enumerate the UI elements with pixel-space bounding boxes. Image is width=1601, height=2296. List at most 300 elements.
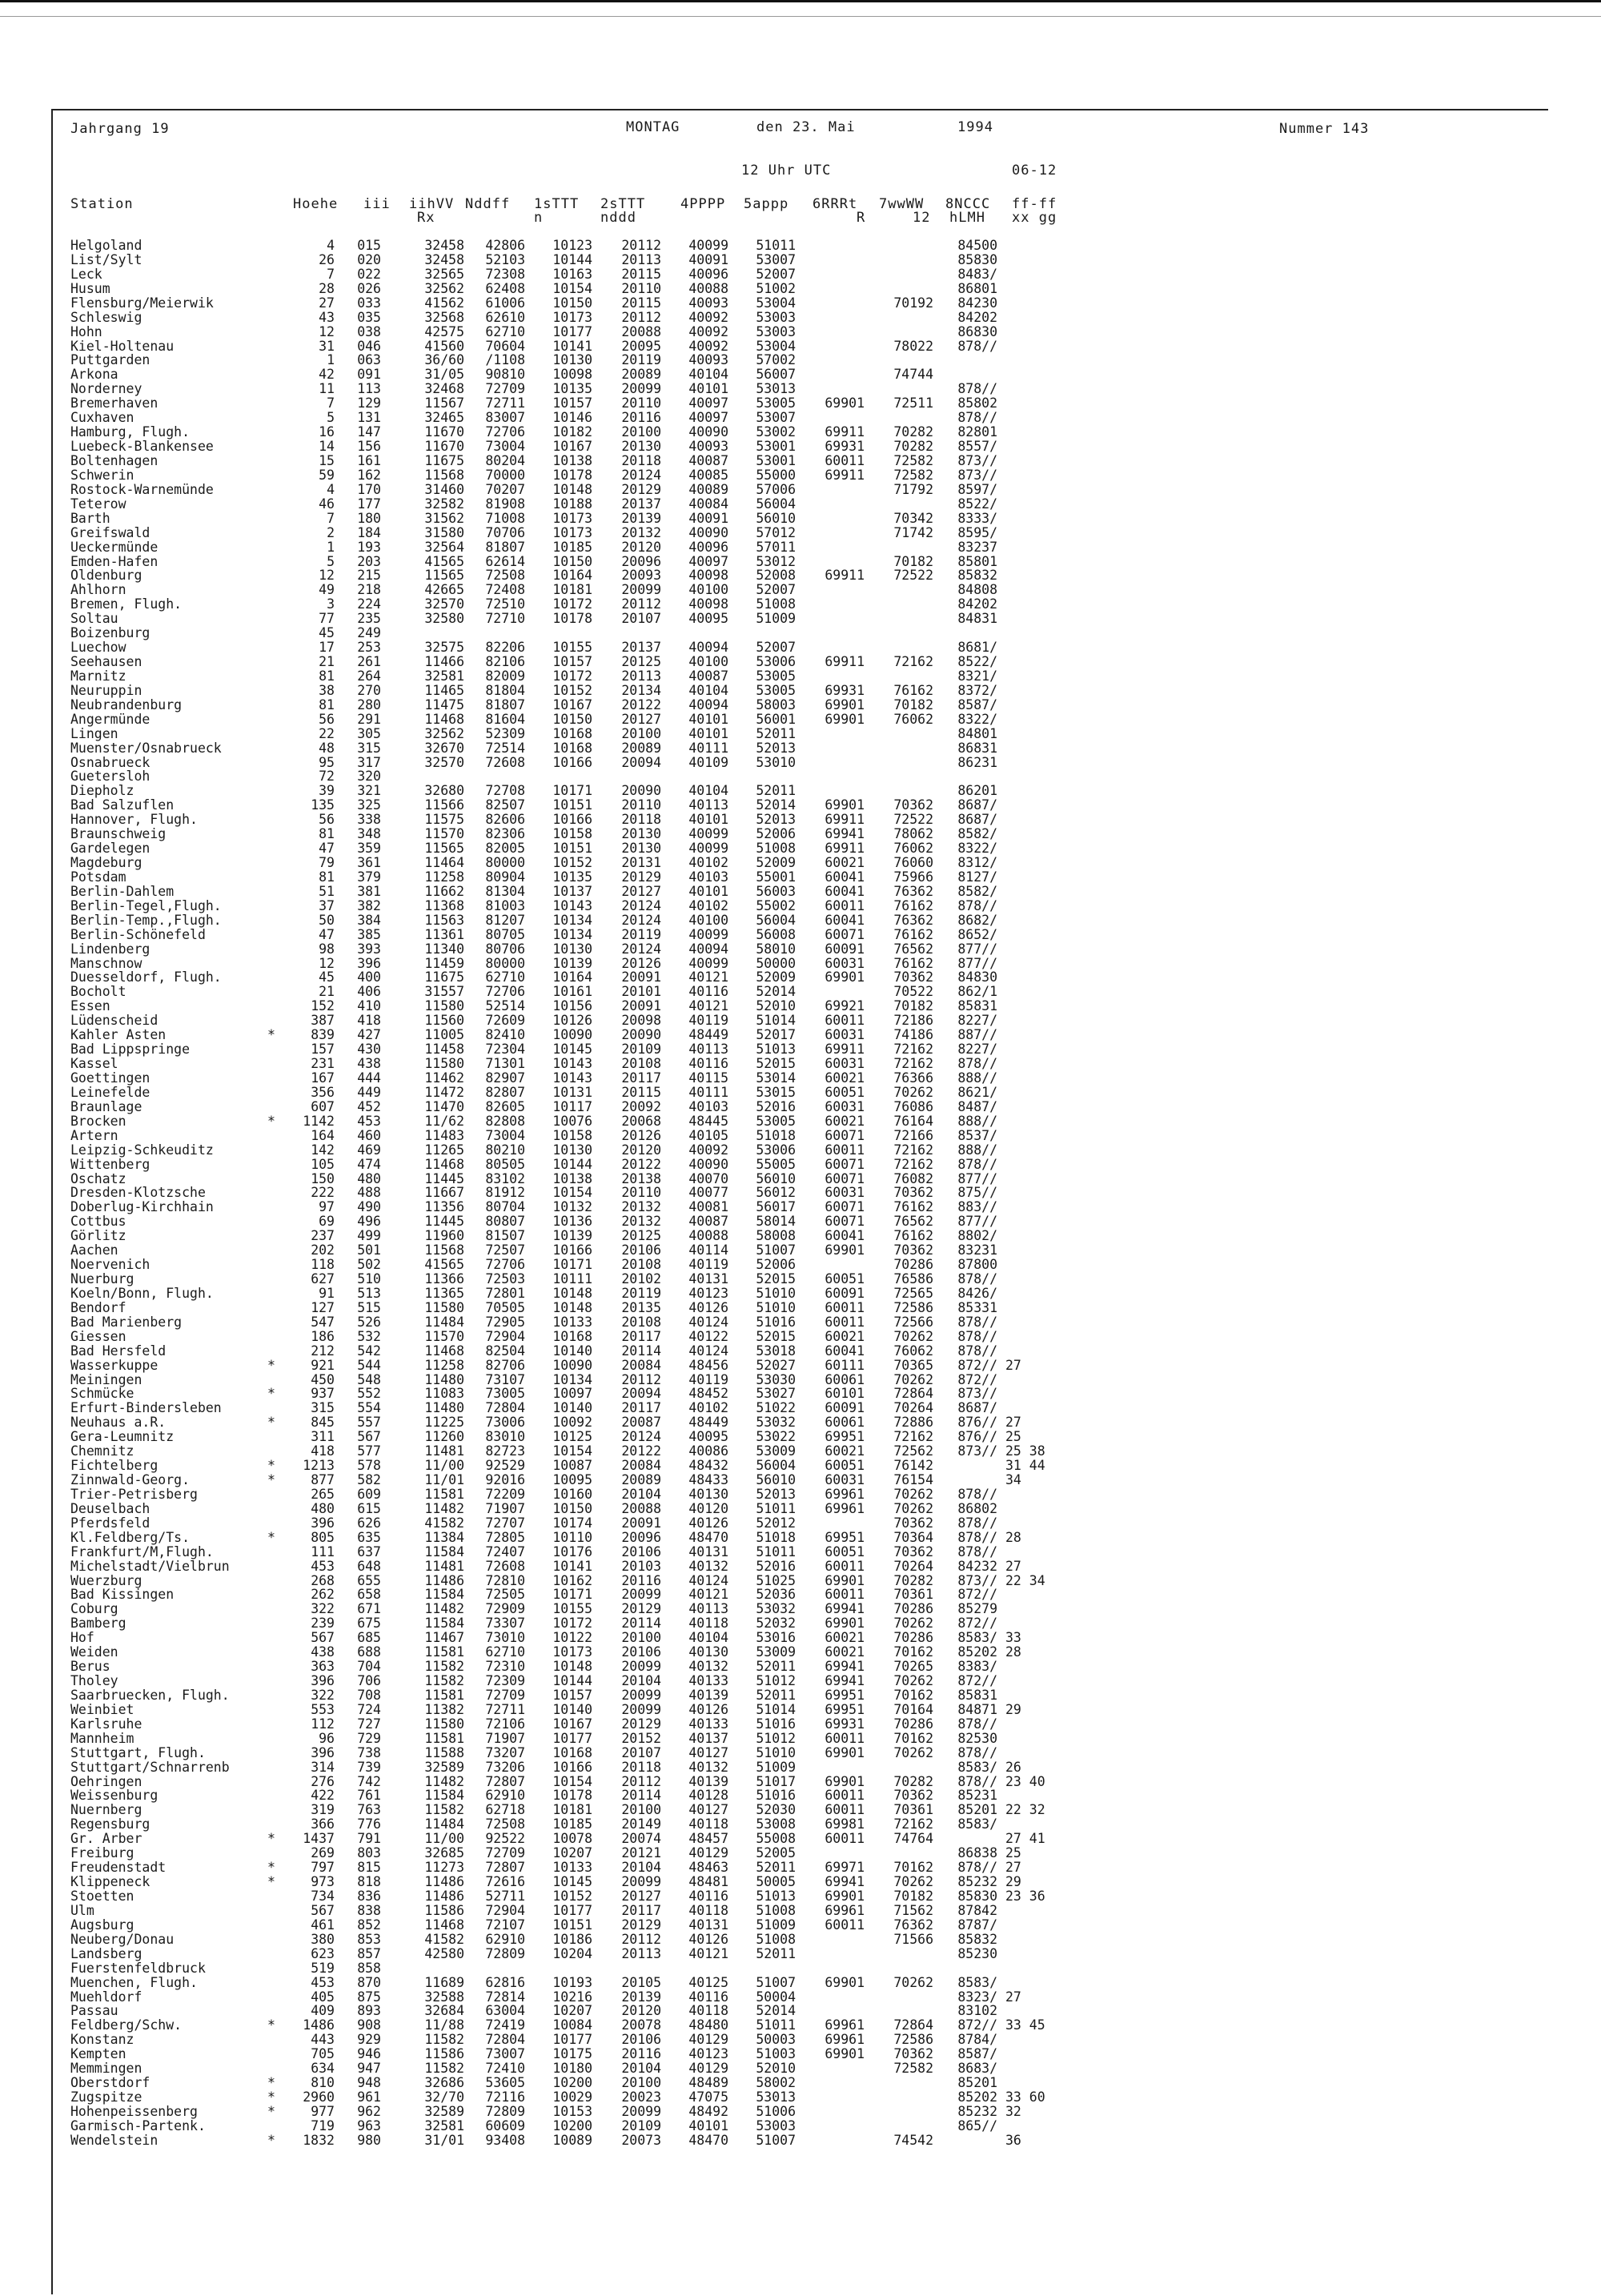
cell-iihvv: 11225	[424, 1415, 464, 1431]
cell-station: Bad Kissingen	[70, 1587, 175, 1603]
cell-r6: 69901	[825, 696, 865, 712]
cell-n8: 875//	[957, 1185, 997, 1201]
cell-s2: 20087	[621, 1415, 661, 1431]
utc-label: 12 Uhr UTC	[741, 163, 832, 179]
cell-p4: 40114	[688, 1242, 728, 1258]
column-header-iii: iii	[363, 196, 391, 212]
cell-s1: 10177	[552, 2032, 592, 2048]
cell-station: Chemnitz	[70, 1443, 134, 1459]
table-row	[0, 2061, 1601, 2076]
cell-p4: 40086	[688, 1443, 728, 1459]
cell-p4: 40104	[688, 783, 728, 799]
cell-hoehe: 26	[319, 251, 335, 267]
cell-s2: 20084	[621, 1357, 661, 1373]
cell-a5: 52011	[756, 725, 796, 741]
cell-r6: 60011	[825, 1788, 865, 1804]
cell-station: Bocholt	[70, 984, 126, 1000]
cell-s2: 20124	[621, 897, 661, 913]
cell-iii: 453	[357, 1113, 381, 1129]
cell-n8: 86802	[957, 1500, 997, 1516]
cell-hoehe: 1486	[303, 2017, 335, 2033]
table-row	[0, 2119, 1601, 2133]
cell-p4: 40095	[688, 611, 728, 627]
cell-w7: 76062	[893, 841, 933, 857]
cell-iii: 264	[357, 668, 381, 684]
cell-iihvv: 11/88	[424, 2017, 464, 2033]
table-row	[0, 1775, 1601, 1789]
table-row	[0, 885, 1601, 899]
cell-hoehe: 405	[311, 1989, 335, 2005]
cell-n8: 8333/	[957, 510, 997, 526]
cell-p4: 40111	[688, 740, 728, 756]
cell-r6: 69901	[825, 1616, 865, 1632]
cell-station: Freudenstadt	[70, 1860, 167, 1876]
cell-a5: 51009	[756, 1759, 796, 1775]
cell-p4: 40126	[688, 1701, 728, 1717]
cell-p4: 40100	[688, 654, 728, 669]
cell-marker: *	[267, 2075, 275, 2090]
cell-p4: 40094	[688, 941, 728, 957]
cell-iihvv: 11482	[424, 1773, 464, 1789]
cell-a5: 52011	[756, 783, 796, 799]
cell-r6: 69961	[825, 1902, 865, 1918]
cell-s2: 20120	[621, 539, 661, 555]
cell-s2: 20127	[621, 1888, 661, 1904]
table-row	[0, 957, 1601, 971]
cell-iihvv: 11584	[424, 1616, 464, 1632]
cell-s1: 10123	[552, 238, 592, 253]
cell-s1: 10136	[552, 1214, 592, 1230]
cell-r6: 69911	[825, 812, 865, 828]
cell-iii: 410	[357, 998, 381, 1014]
cell-p4: 40120	[688, 1500, 728, 1516]
cell-p4: 40104	[688, 682, 728, 698]
cell-nddff: 72706	[485, 1257, 525, 1272]
cell-iihvv: 11662	[424, 883, 464, 899]
cell-iii: 203	[357, 553, 381, 569]
cell-n8: 8687/	[957, 797, 997, 813]
cell-w7: 70361	[893, 1802, 933, 1818]
cell-n8: 84801	[957, 725, 997, 741]
cell-iihvv: 11468	[424, 1917, 464, 1933]
cell-station: Puttgarden	[70, 352, 150, 368]
cell-a5: 58008	[756, 1228, 796, 1244]
cell-hoehe: 91	[319, 1285, 335, 1301]
cell-a5: 56012	[756, 1185, 796, 1201]
table-row	[0, 712, 1601, 727]
cell-hoehe: 276	[311, 1773, 335, 1789]
cell-iihvv: 31562	[424, 510, 464, 526]
cell-a5: 51011	[756, 238, 796, 253]
cell-s2: 20089	[621, 367, 661, 383]
cell-hoehe: 3	[327, 596, 335, 612]
cell-a5: 56001	[756, 711, 796, 727]
cell-nddff: 81604	[485, 711, 525, 727]
cell-station: Koeln/Bonn, Flugh.	[70, 1285, 214, 1301]
column-header-4pppp: 4PPPP	[680, 196, 726, 212]
cell-p4: 48445	[688, 1113, 728, 1129]
cell-iii: 361	[357, 855, 381, 870]
cell-w7: 76162	[893, 926, 933, 942]
issue-number: Nummer 143	[1279, 121, 1370, 137]
cell-s2: 20092	[621, 1098, 661, 1114]
cell-a5: 57011	[756, 539, 796, 555]
cell-station: Soltau	[70, 611, 118, 627]
cell-s2: 20132	[621, 1199, 661, 1215]
cell-iii: 253	[357, 640, 381, 655]
cell-hoehe: 202	[311, 1242, 335, 1258]
cell-s1: 10166	[552, 1759, 592, 1775]
cell-w7: 76362	[893, 883, 933, 899]
table-row	[0, 353, 1601, 367]
cell-iihvv: 11482	[424, 1601, 464, 1617]
cell-a5: 51025	[756, 1572, 796, 1588]
cell-p4: 40092	[688, 1142, 728, 1158]
table-row	[0, 1114, 1601, 1129]
cell-iii: 317	[357, 754, 381, 770]
table-row	[0, 1028, 1601, 1042]
cell-nddff: 81912	[485, 1185, 525, 1201]
cell-s1: 10151	[552, 841, 592, 857]
cell-hoehe: 12	[319, 568, 335, 584]
cell-r6: 60031	[825, 1472, 865, 1487]
cell-hoehe: 152	[311, 998, 335, 1014]
cell-marker: *	[267, 1874, 275, 1889]
table-row	[0, 1502, 1601, 1516]
cell-p4: 40119	[688, 1013, 728, 1029]
cell-station: Görlitz	[70, 1228, 126, 1244]
cell-n8: 8522/	[957, 496, 997, 512]
cell-n8: 878//	[957, 1529, 997, 1545]
cell-n8: 8483/	[957, 266, 997, 282]
cell-w7: 78062	[893, 826, 933, 842]
cell-iihvv: 32570	[424, 754, 464, 770]
cell-p4: 40102	[688, 855, 728, 870]
cell-s1: 10098	[552, 367, 592, 383]
cell-marker: *	[267, 1386, 275, 1402]
cell-s2: 20089	[621, 1472, 661, 1487]
cell-iii: 359	[357, 841, 381, 857]
cell-nddff: 72809	[485, 2103, 525, 2119]
cell-w7: 70182	[893, 553, 933, 569]
cell-p4: 40087	[688, 1214, 728, 1230]
table-row	[0, 626, 1601, 640]
cell-r6: 60071	[825, 1199, 865, 1215]
cell-iihvv: 11467	[424, 1630, 464, 1646]
cell-n8: 86231	[957, 754, 997, 770]
cell-iihvv: 11582	[424, 1673, 464, 1688]
cell-a5: 51011	[756, 1543, 796, 1559]
cell-s2: 20105	[621, 1974, 661, 1990]
cell-nddff: 62718	[485, 1802, 525, 1818]
table-row	[0, 1487, 1601, 1502]
cell-iihvv: 11484	[424, 1816, 464, 1832]
cell-nddff: 82605	[485, 1098, 525, 1114]
cell-iii: 215	[357, 568, 381, 584]
cell-iihvv: 41560	[424, 338, 464, 354]
cell-p4: 40132	[688, 1558, 728, 1574]
cell-iii: 501	[357, 1242, 381, 1258]
cell-a5: 53030	[756, 1371, 796, 1387]
cell-w7: 70262	[893, 1328, 933, 1344]
cell-nddff: 82005	[485, 841, 525, 857]
cell-station: Schmücke	[70, 1386, 134, 1402]
cell-n8: 8127/	[957, 869, 997, 885]
table-row	[0, 1559, 1601, 1574]
cell-station: Bad Hersfeld	[70, 1343, 167, 1359]
cell-hoehe: 4	[327, 481, 335, 497]
cell-iihvv: 11356	[424, 1199, 464, 1215]
cell-r6: 60011	[825, 897, 865, 913]
cell-nddff: 62710	[485, 1644, 525, 1660]
table-row	[0, 1042, 1601, 1057]
cell-hoehe: 77	[319, 611, 335, 627]
cell-iihvv: 11475	[424, 696, 464, 712]
table-row	[0, 583, 1601, 597]
cell-station: Boizenburg	[70, 625, 150, 641]
cell-hoehe: 81	[319, 869, 335, 885]
cell-ff: 25	[1005, 1845, 1021, 1861]
cell-nddff: 62710	[485, 969, 525, 985]
cell-r6: 60021	[825, 1630, 865, 1646]
cell-iii: 803	[357, 1845, 381, 1861]
cell-iihvv: 32458	[424, 238, 464, 253]
cell-station: Hohn	[70, 323, 102, 339]
cell-r6: 60041	[825, 1343, 865, 1359]
cell-a5: 53014	[756, 1070, 796, 1086]
cell-hoehe: 461	[311, 1917, 335, 1933]
cell-iii: 685	[357, 1630, 381, 1646]
cell-a5: 53009	[756, 1644, 796, 1660]
table-row	[0, 2133, 1601, 2148]
cell-w7: 76060	[893, 855, 933, 870]
cell-iihvv: 31557	[424, 984, 464, 1000]
cell-iihvv: 11468	[424, 1156, 464, 1172]
cell-p4: 40099	[688, 826, 728, 842]
cell-s2: 20094	[621, 1386, 661, 1402]
cell-nddff: 81908	[485, 496, 525, 512]
cell-s2: 20101	[621, 984, 661, 1000]
cell-station: Weissenburg	[70, 1788, 158, 1804]
cell-station: Konstanz	[70, 2032, 134, 2048]
cell-p4: 40085	[688, 467, 728, 483]
cell-hoehe: 627	[311, 1271, 335, 1286]
cell-iii: 046	[357, 338, 381, 354]
cell-p4: 40118	[688, 1816, 728, 1832]
cell-iihvv: 11260	[424, 1429, 464, 1445]
cell-n8: 85201	[957, 1802, 997, 1818]
cell-hoehe: 239	[311, 1616, 335, 1632]
cell-n8: 83237	[957, 539, 997, 555]
cell-iii: 261	[357, 654, 381, 669]
cell-nddff: 82106	[485, 654, 525, 669]
cell-n8: 8522/	[957, 654, 997, 669]
cell-s2: 20130	[621, 439, 661, 454]
cell-marker: *	[267, 1472, 275, 1487]
cell-ff: 22 34	[1005, 1572, 1045, 1588]
cell-iihvv: 11340	[424, 941, 464, 957]
table-row	[0, 1516, 1601, 1531]
cell-hoehe: 135	[311, 797, 335, 813]
cell-n8: 8322/	[957, 711, 997, 727]
cell-iihvv: 32570	[424, 596, 464, 612]
cell-a5: 56010	[756, 1472, 796, 1487]
cell-w7: 72162	[893, 1429, 933, 1445]
cell-s2: 20113	[621, 1945, 661, 1961]
cell-s1: 10029	[552, 2089, 592, 2105]
cell-w7: 76586	[893, 1271, 933, 1286]
cell-station: Angermünde	[70, 711, 150, 727]
cell-nddff: 81003	[485, 897, 525, 913]
cell-s2: 20116	[621, 2046, 661, 2062]
cell-hoehe: 31	[319, 338, 335, 354]
cell-s1: 10158	[552, 1127, 592, 1143]
cell-station: Hamburg, Flugh.	[70, 424, 191, 440]
cell-r6: 69901	[825, 395, 865, 411]
cell-w7: 71562	[893, 1902, 933, 1918]
cell-s1: 10177	[552, 323, 592, 339]
cell-nddff: 72708	[485, 783, 525, 799]
cell-iii: 708	[357, 1687, 381, 1703]
cell-p4: 40129	[688, 2032, 728, 2048]
cell-s2: 20117	[621, 1400, 661, 1416]
cell-r6: 60011	[825, 1013, 865, 1029]
cell-iii: 321	[357, 783, 381, 799]
cell-iii: 033	[357, 295, 381, 311]
cell-s2: 20096	[621, 1529, 661, 1545]
cell-station: Frankfurt/M,Flugh.	[70, 1543, 214, 1559]
cell-r6: 60091	[825, 941, 865, 957]
cell-hoehe: 14	[319, 439, 335, 454]
cell-iihvv: 11445	[424, 1170, 464, 1186]
cell-s2: 20132	[621, 524, 661, 540]
cell-s1: 10177	[552, 1730, 592, 1746]
cell-a5: 53001	[756, 453, 796, 468]
cell-a5: 53003	[756, 2117, 796, 2133]
cell-p4: 40121	[688, 1945, 728, 1961]
cell-s1: 10135	[552, 381, 592, 397]
cell-s2: 20110	[621, 1185, 661, 1201]
cell-iii: 742	[357, 1773, 381, 1789]
table-row	[0, 1071, 1601, 1086]
table-row	[0, 597, 1601, 612]
cell-station: Kl.Feldberg/Ts.	[70, 1529, 191, 1545]
cell-p4: 40101	[688, 812, 728, 828]
cell-iii: 280	[357, 696, 381, 712]
cell-hoehe: 97	[319, 1199, 335, 1215]
cell-n8: 872//	[957, 1587, 997, 1603]
cell-n8: 878//	[957, 1773, 997, 1789]
cell-nddff: 72608	[485, 1558, 525, 1574]
cell-nddff: 71301	[485, 1056, 525, 1071]
cell-iihvv: 11581	[424, 1486, 464, 1502]
cell-s1: 10157	[552, 395, 592, 411]
cell-iii: 858	[357, 1960, 381, 1976]
cell-p4: 40131	[688, 1917, 728, 1933]
cell-a5: 52006	[756, 826, 796, 842]
cell-p4: 40137	[688, 1730, 728, 1746]
column-header-6rrrt-sub: R	[857, 210, 866, 226]
cell-r6: 60071	[825, 1214, 865, 1230]
cell-iihvv: 11565	[424, 841, 464, 857]
cell-p4: 40103	[688, 869, 728, 885]
cell-ff: 27 41	[1005, 1831, 1045, 1847]
table-row	[0, 698, 1601, 712]
table-row	[0, 239, 1601, 253]
cell-p4: 40122	[688, 1328, 728, 1344]
cell-iii: 406	[357, 984, 381, 1000]
cell-a5: 53027	[756, 1386, 796, 1402]
cell-s2: 20103	[621, 1558, 661, 1574]
cell-s2: 20107	[621, 1744, 661, 1760]
cell-p4: 40133	[688, 1673, 728, 1688]
table-row	[0, 1746, 1601, 1760]
cell-s1: 10178	[552, 1788, 592, 1804]
cell-nddff: 72507	[485, 1242, 525, 1258]
cell-s2: 20134	[621, 682, 661, 698]
cell-hoehe: 322	[311, 1601, 335, 1617]
cell-station: Fichtelberg	[70, 1458, 158, 1473]
cell-p4: 40088	[688, 1228, 728, 1244]
cell-p4: 40123	[688, 1285, 728, 1301]
table-row	[0, 1947, 1601, 1961]
cell-hoehe: 222	[311, 1185, 335, 1201]
cell-n8: 877//	[957, 941, 997, 957]
cell-hoehe: 47	[319, 926, 335, 942]
cell-iii: 147	[357, 424, 381, 440]
cell-w7: 70364	[893, 1529, 933, 1545]
cell-s2: 20129	[621, 869, 661, 885]
cell-s1: 10168	[552, 1744, 592, 1760]
cell-iii: 818	[357, 1874, 381, 1889]
cell-w7: 70262	[893, 1371, 933, 1387]
cell-n8: 8621/	[957, 1084, 997, 1100]
cell-p4: 48480	[688, 2017, 728, 2033]
cell-hoehe: 39	[319, 783, 335, 799]
cell-p4: 40098	[688, 568, 728, 584]
cell-hoehe: 937	[311, 1386, 335, 1402]
cell-a5: 51007	[756, 2132, 796, 2148]
cell-a5: 52006	[756, 1257, 796, 1272]
cell-a5: 56010	[756, 1170, 796, 1186]
cell-iii: 315	[357, 740, 381, 756]
cell-iihvv: 11580	[424, 998, 464, 1014]
cell-iii: 379	[357, 869, 381, 885]
cell-n8: 888//	[957, 1142, 997, 1158]
cell-n8: 86838	[957, 1845, 997, 1861]
cell-r6: 69941	[825, 1673, 865, 1688]
cell-s2: 20116	[621, 410, 661, 426]
cell-p4: 40125	[688, 1974, 728, 1990]
cell-s1: 10076	[552, 1113, 592, 1129]
cell-nddff: 71907	[485, 1730, 525, 1746]
cell-p4: 40092	[688, 338, 728, 354]
cell-hoehe: 21	[319, 654, 335, 669]
cell-a5: 51012	[756, 1730, 796, 1746]
column-header-ff-sub: xx gg	[1012, 210, 1057, 226]
cell-marker: *	[267, 1027, 275, 1043]
cell-w7: 70282	[893, 1572, 933, 1588]
cell-iihvv: 11445	[424, 1214, 464, 1230]
cell-iii: 499	[357, 1228, 381, 1244]
cell-w7: 70262	[893, 1673, 933, 1688]
cell-s2: 20091	[621, 998, 661, 1014]
cell-nddff: 72707	[485, 1515, 525, 1531]
cell-a5: 52014	[756, 797, 796, 813]
cell-p4: 40113	[688, 797, 728, 813]
cell-station: Potsdam	[70, 869, 126, 885]
cell-n8: 872//	[957, 1357, 997, 1373]
